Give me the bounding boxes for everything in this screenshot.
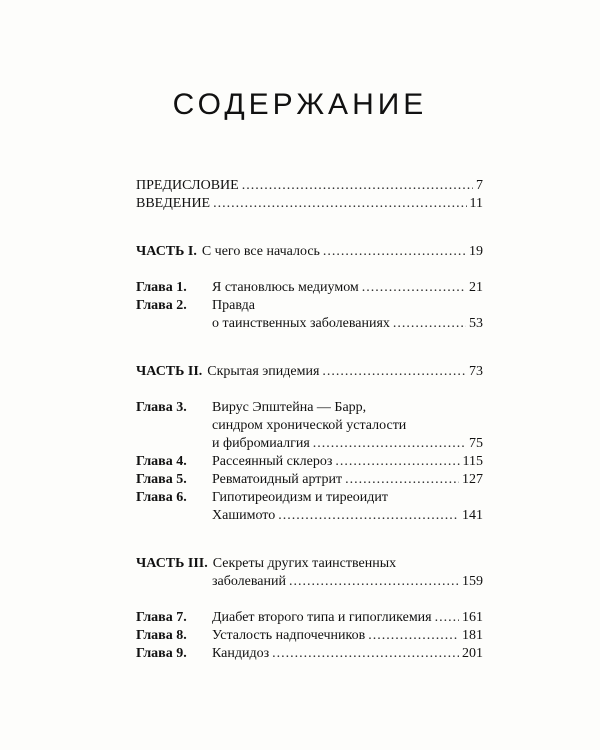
leader-dots <box>322 363 466 381</box>
leader-dots <box>289 573 459 591</box>
leader-dots <box>213 195 466 213</box>
chapter-label: Глава 2. <box>136 298 187 313</box>
toc-entry-preface[interactable] <box>136 177 483 195</box>
page-number: 73 <box>469 364 483 379</box>
toc-chapter-4[interactable] <box>136 453 483 471</box>
page-number: 159 <box>462 574 483 589</box>
toc-part-2[interactable] <box>136 363 483 381</box>
page-number: 115 <box>462 454 483 469</box>
entry-text: о таинственных заболеваниях <box>212 316 390 331</box>
part-label: ЧАСТЬ I. <box>136 244 197 259</box>
toc-chapter-6-cont[interactable] <box>136 507 483 525</box>
leader-dots <box>435 609 459 627</box>
chapter-label: Глава 5. <box>136 472 187 487</box>
page-number: 19 <box>469 244 483 259</box>
entry-text: синдром хронической усталости <box>212 418 407 433</box>
page-number: 201 <box>462 646 483 661</box>
toc-part-1[interactable] <box>136 243 483 261</box>
page-number: 141 <box>462 508 483 523</box>
toc-chapter-8[interactable] <box>136 627 483 645</box>
leader-dots <box>272 645 459 663</box>
page-number: 127 <box>462 472 483 487</box>
entry-text: Секреты других таинственных <box>212 556 397 571</box>
toc-part-3[interactable] <box>136 555 483 573</box>
page-number: 11 <box>469 196 483 211</box>
leader-dots <box>278 507 459 525</box>
part-label: ЧАСТЬ II. <box>136 364 203 379</box>
entry-text: С чего все началось <box>201 244 320 259</box>
toc-chapter-7[interactable] <box>136 609 483 627</box>
page-number: 161 <box>462 610 483 625</box>
toc-chapter-1[interactable] <box>136 279 483 297</box>
page-number: 75 <box>469 436 483 451</box>
chapter-label: Глава 7. <box>136 610 187 625</box>
part-label: ЧАСТЬ III. <box>136 556 208 571</box>
page-number: 21 <box>469 280 483 295</box>
entry-text: Я становлюсь медиумом <box>212 280 359 295</box>
page-number: 181 <box>462 628 483 643</box>
chapter-label: Глава 6. <box>136 490 187 505</box>
entry-text: Рассеянный склероз <box>212 454 333 469</box>
toc-chapter-2[interactable] <box>136 297 483 315</box>
toc-chapter-6[interactable] <box>136 489 483 507</box>
chapter-label: Глава 4. <box>136 454 187 469</box>
leader-dots <box>242 177 473 195</box>
toc-chapter-3[interactable] <box>136 399 483 417</box>
entry-text: заболеваний <box>212 574 286 589</box>
leader-dots <box>335 453 459 471</box>
toc-chapter-3-cont[interactable] <box>136 435 483 453</box>
entry-text: Ревматоидный артрит <box>212 472 343 487</box>
entry-text: Кандидоз <box>212 646 270 661</box>
chapter-label: Глава 3. <box>136 400 187 415</box>
entry-text: и фибромиалгия <box>212 436 310 451</box>
chapter-label: Глава 9. <box>136 646 187 661</box>
leader-dots <box>323 243 466 261</box>
entry-text: ВВЕДЕНИЕ <box>136 196 211 211</box>
entry-text: Вирус Эпштейна — Барр, <box>212 400 367 415</box>
toc-chapter-5[interactable] <box>136 471 483 489</box>
toc-chapter-3-cont[interactable] <box>136 417 483 435</box>
entry-text: ПРЕДИСЛОВИЕ <box>136 178 239 193</box>
chapter-label: Глава 1. <box>136 280 187 295</box>
toc-part-3-cont[interactable] <box>136 573 483 591</box>
page-number: 7 <box>476 178 483 193</box>
chapter-label: Глава 8. <box>136 628 187 643</box>
page-title: СОДЕРЖАНИЕ <box>172 88 428 121</box>
toc-entry-introduction[interactable] <box>136 195 483 213</box>
leader-dots <box>345 471 459 489</box>
leader-dots <box>393 315 466 333</box>
toc-chapter-2-cont[interactable] <box>136 315 483 333</box>
entry-text: Скрытая эпидемия <box>207 364 320 379</box>
entry-text: Гипотиреоидизм и тиреоидит <box>212 490 389 505</box>
leader-dots <box>362 279 466 297</box>
table-of-contents <box>136 177 483 663</box>
leader-dots <box>368 627 459 645</box>
page-number: 53 <box>469 316 483 331</box>
leader-dots <box>313 435 466 453</box>
entry-text: Усталость надпочечников <box>212 628 366 643</box>
toc-chapter-9[interactable] <box>136 645 483 663</box>
entry-text: Диабет второго типа и гипогликемия <box>212 610 432 625</box>
entry-text: Правда <box>212 298 255 313</box>
entry-text: Хашимото <box>212 508 276 523</box>
